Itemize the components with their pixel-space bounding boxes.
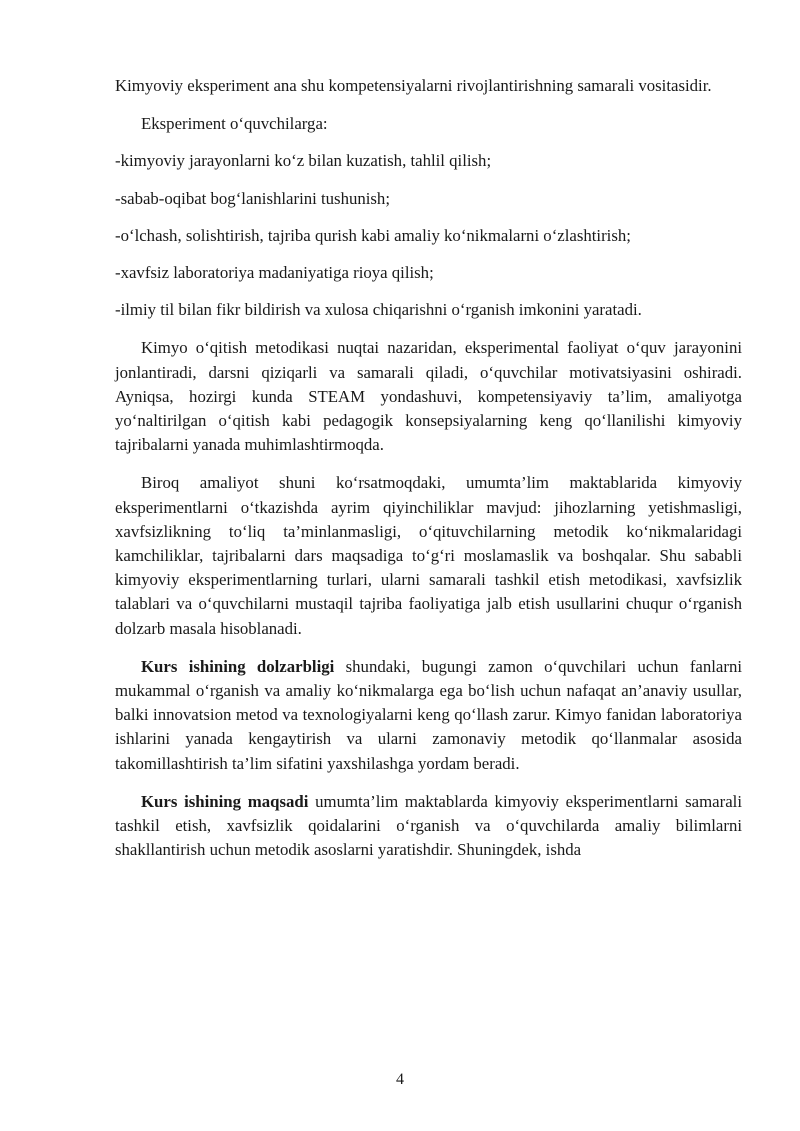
list-item: -kimyoviy jarayonlarni ko‘z bilan kuzatish, tahlil qilish;: [115, 151, 492, 171]
list-item: -xavfsiz laboratoriya madaniyatiga rioya qilish;: [115, 263, 434, 283]
page-number: 4: [396, 1071, 404, 1088]
list-item: -o‘lchash, solishtirish, tajriba qurish kabi amaliy ko‘nikmalarni o‘zlashtirish;: [115, 225, 631, 245]
list-item: -sabab-oqibat bog‘lanishlarini tushunish;: [115, 188, 390, 208]
list-intro: Eksperiment o‘quvchilarga:: [141, 114, 328, 134]
problems-paragraph: Biroq amaliyot shuni ko‘rsatmoqdaki, umumta’lim maktablarida kimyoviy eksperimentlarni o‘tkazishda ayrim qiyinchiliklar mavjud: jihozlarning yetishmasligi, xavfsizlikning to‘liq ta’minlanmasligi, o‘qituvchilarning metodik ko‘nikmalaridagi kamchiliklar, tajribalarni dars maqsadiga to‘g‘ri moslamaslik va boshqalar. Shu sababli kimyoviy eksperimentlarning turlari, ularni samarali tashkil etish metodikasi, xavfsizlik talablari va o‘quvchilarni mustaqil tajriba faoliyatiga jalb etish usullarini chuqur o‘rganish dolzarb masala hisoblanadi.: [115, 473, 742, 638]
methodology-paragraph: Kimyo o‘qitish metodikasi nuqtai nazaridan, eksperimental faoliyat o‘quv jarayonini jonlantiradi, darsni qiziqarli va samarali qiladi, o‘quvchilar motivatsiyasini oshiradi. Ayniqsa, hozirgi kunda STEAM yondashuvi, kompetensiyaviy ta’lim, amaliyotga yo‘naltirilgan o‘qitish kabi pedagogik konsepsiyalarning keng qo‘llanilishi kimyoviy tajribalarni yanada muhimlashtirmoqda.: [115, 338, 742, 455]
goal-text: umumta’lim maktablarda kimyoviy eksperimentlarni samarali tashkil etish, xavfsizlik qoidalarini o‘rganish va o‘quvchilarda amaliy bilimlarni shakllantirish uchun metodik asoslarni yaratishdir. Shuningdek, ishda: [115, 791, 742, 860]
relevance-paragraph: [115, 655, 742, 776]
intro-paragraph: Kimyoviy eksperiment ana shu kompetensiyalarni rivojlantirishning samarali vositasidir.: [115, 76, 712, 95]
benefits-list: [115, 149, 742, 322]
document-page: [115, 74, 742, 862]
goal-label: Kurs ishining maqsadi: [141, 791, 309, 811]
goal-paragraph: [115, 790, 742, 863]
list-item: -ilmiy til bilan fikr bildirish va xulosa chiqarishni o‘rganish imkonini yaratadi.: [115, 300, 642, 320]
relevance-label: Kurs ishining dolzarbligi: [141, 656, 335, 676]
relevance-text: shundaki, bugungi zamon o‘quvchilari uchun fanlarni mukammal o‘rganish va amaliy ko‘nikmalarga ega bo‘lish uchun nafaqat an’anaviy usullar, balki innovatsion metod va texnologiyalarni keng qo‘llash zarur. Kimyo fanidan laboratoriya ishlarini yanada kengaytirish va ularni zamonaviy metodik qo‘llanmalar asosida takomillashtirish ta’lim sifatini yaxshilashga yordam beradi.: [115, 656, 742, 773]
